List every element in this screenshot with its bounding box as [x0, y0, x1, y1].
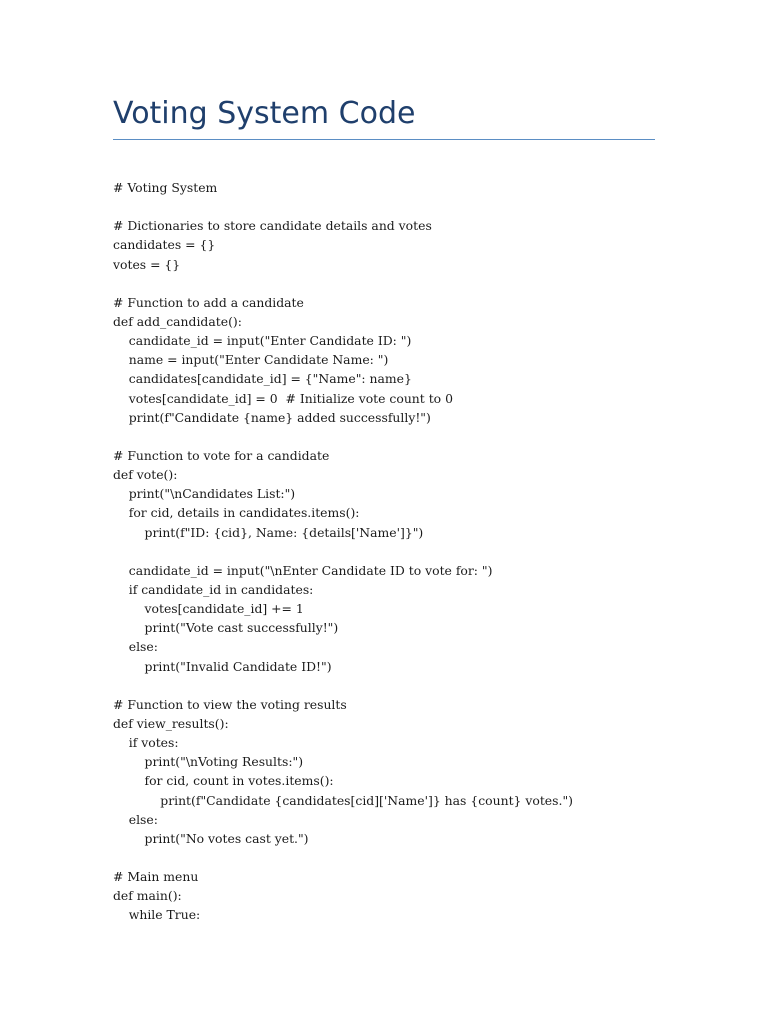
code-line: candidates[candidate_id] = {"Name": name} — [113, 371, 412, 387]
code-line: votes[candidate_id] = 0 # Initialize vote count to 0 — [113, 390, 453, 406]
code-line: if votes: — [113, 735, 179, 751]
code-line: def vote(): — [113, 467, 178, 483]
code-line — [113, 274, 673, 293]
code-line: def view_results(): — [113, 715, 229, 731]
code-line: print("Vote cast successfully!") — [113, 620, 339, 636]
code-line: print("Invalid Candidate ID!") — [113, 658, 332, 674]
code-line: else: — [113, 811, 158, 827]
code-line: candidate_id = input("Enter Candidate ID: ") — [113, 333, 412, 349]
code-line: if candidate_id in candidates: — [113, 581, 314, 597]
code-line: # Function to vote for a candidate — [113, 447, 330, 463]
code-line: # Voting System — [113, 180, 218, 195]
title-underline — [113, 139, 655, 140]
code-line: def main(): — [113, 888, 182, 904]
code-line: for cid, count in votes.items(): — [113, 773, 334, 789]
code-line: votes = {} — [113, 256, 181, 272]
code-line: votes[candidate_id] += 1 — [113, 601, 304, 617]
code-line: # Dictionaries to store candidate details and votes — [113, 218, 432, 234]
code-line: candidate_id = input("\nEnter Candidate ID to vote for: ") — [113, 562, 493, 578]
document-title: Voting System Code — [113, 96, 416, 131]
code-line: candidates = {} — [113, 237, 216, 253]
code-block — [113, 178, 673, 924]
code-line — [113, 676, 673, 695]
code-line — [113, 427, 673, 446]
code-line: print("\nVoting Results:") — [113, 754, 304, 770]
code-line: while True: — [113, 907, 201, 923]
code-line: print(f"Candidate {name} added successfully!") — [113, 409, 431, 425]
code-line — [113, 848, 673, 867]
code-line: name = input("Enter Candidate Name: ") — [113, 352, 389, 368]
code-line: # Function to view the voting results — [113, 696, 347, 712]
code-line — [113, 542, 673, 561]
code-line: else: — [113, 639, 158, 655]
code-line: print(f"Candidate {candidates[cid]['Name']} has {count} votes.") — [113, 792, 573, 808]
code-line: def add_candidate(): — [113, 313, 242, 329]
code-line: print(f"ID: {cid}, Name: {details['Name']}") — [113, 524, 424, 540]
code-line: # Function to add a candidate — [113, 294, 304, 310]
code-line — [113, 197, 673, 216]
code-line: print("No votes cast yet.") — [113, 830, 309, 846]
code-line: # Main menu — [113, 869, 199, 885]
code-line: for cid, details in candidates.items(): — [113, 505, 360, 521]
code-line: print("\nCandidates List:") — [113, 486, 296, 502]
